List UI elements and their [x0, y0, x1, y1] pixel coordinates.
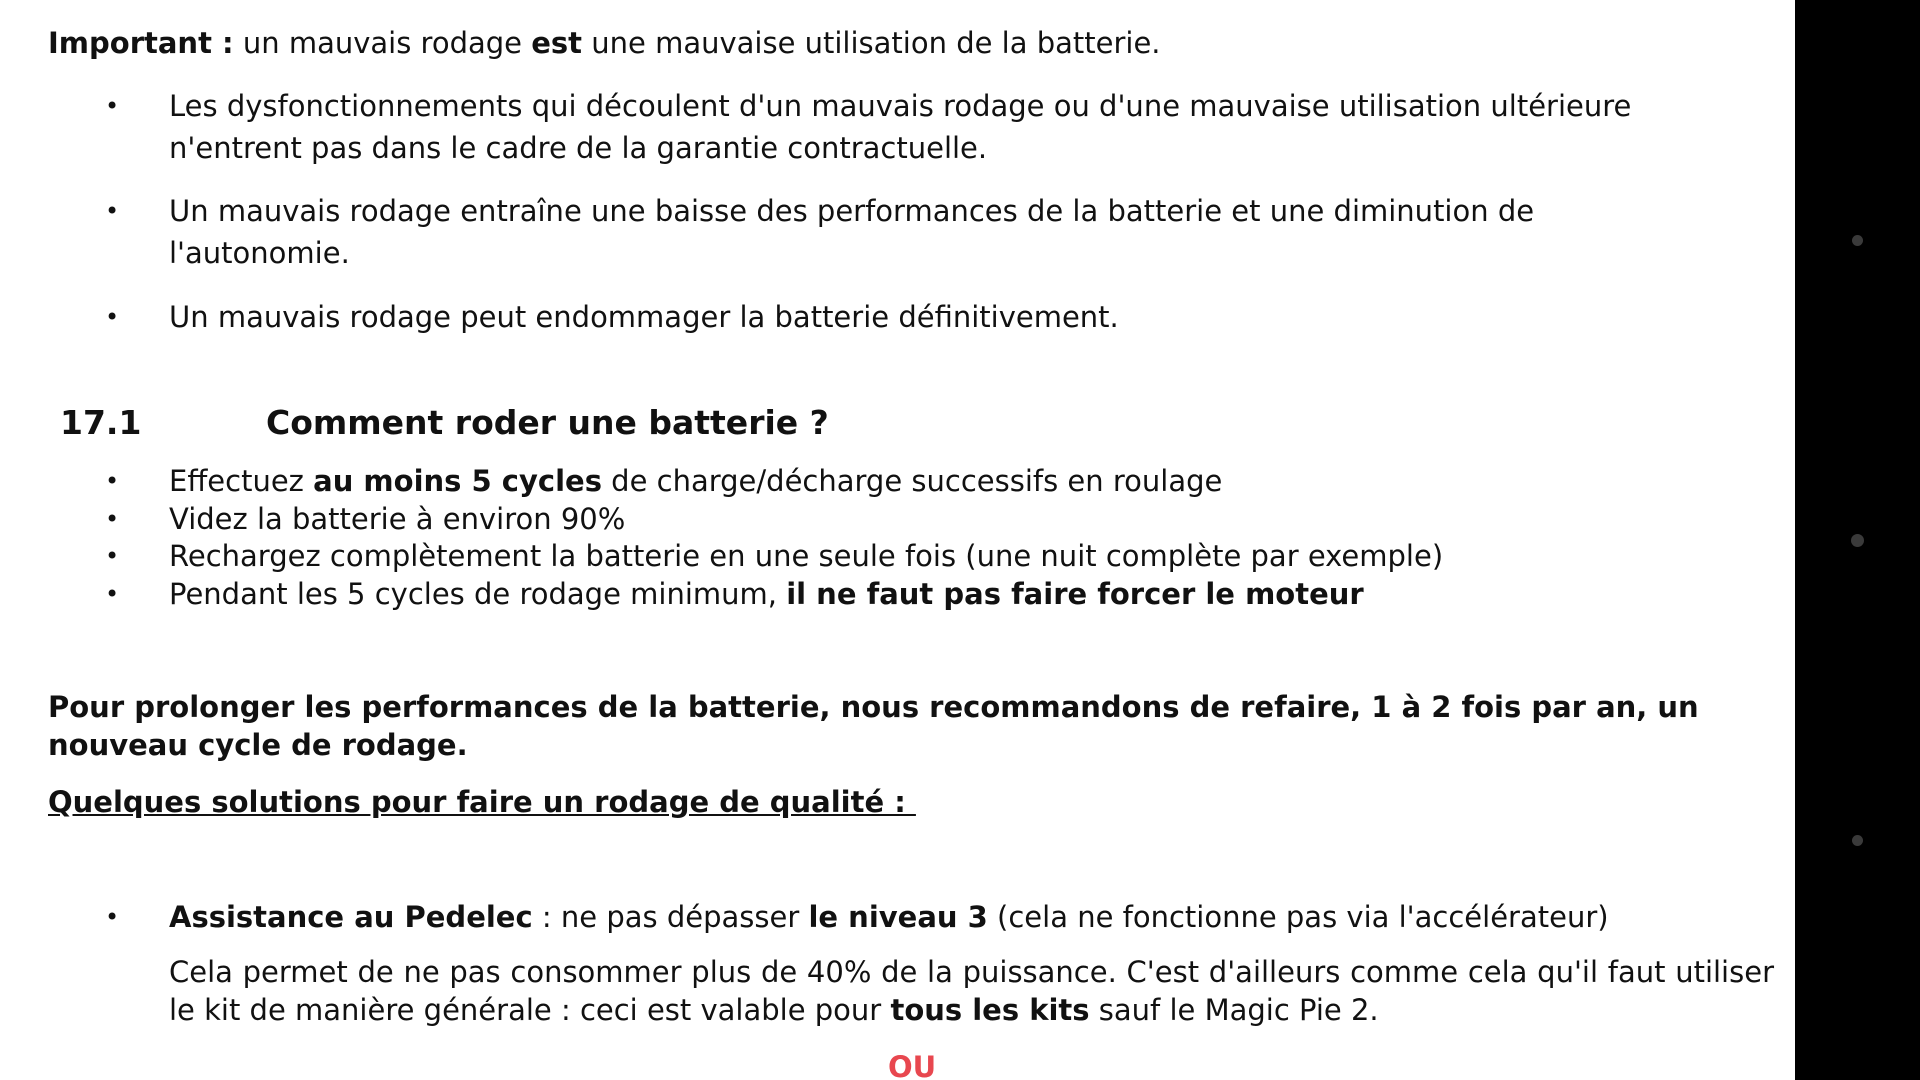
bullet-icon: • [105, 197, 120, 225]
scroll-dot-icon[interactable] [1852, 835, 1863, 846]
scroll-dot-icon[interactable] [1852, 235, 1863, 246]
solution-1-bold-2: le niveau 3 [808, 900, 988, 934]
warning-2-line-2: l'autonomie. [169, 236, 350, 270]
section-title: Comment roder une batterie ? [266, 403, 829, 442]
solution-1-bold-1: Assistance au Pedelec [169, 900, 533, 934]
bullet-icon: • [105, 903, 120, 931]
bullet-icon: • [105, 467, 120, 495]
intro-label: Important : [48, 26, 234, 60]
step-2: Videz la batterie à environ 90% [169, 502, 626, 536]
warning-3-line-1: Un mauvais rodage peut endommager la batterie définitivement. [169, 300, 1119, 334]
solutions-heading: Quelques solutions pour faire un rodage de qualité : [48, 785, 916, 819]
intro-bold: est [531, 26, 583, 60]
solution-1-detail [169, 953, 1774, 1029]
step-1-bold: au moins 5 cycles [313, 464, 602, 498]
step-4-pre: Pendant les 5 cycles de rodage minimum, [169, 577, 787, 611]
bullet-icon: • [105, 303, 120, 331]
step-3: Rechargez complètement la batterie en une seule fois (une nuit complète par exemple) [169, 539, 1444, 573]
intro-text-2: une mauvaise utilisation de la batterie. [582, 26, 1161, 60]
step-4 [169, 573, 1364, 615]
or-separator: OU [888, 1050, 937, 1080]
solution-1-text-1: : ne pas dépasser [532, 900, 809, 934]
recommendation-paragraph: Pour prolonger les performances de la batterie, nous recommandons de refaire, 1 à 2 fois par an, un nouveau cycle de rodage. [48, 690, 1699, 762]
bullet-icon: • [105, 542, 120, 570]
solution-1-detail-pre: Cela permet de ne pas consommer plus de 40% de la puissance. C'est d'ailleurs comme cela qu'il faut utiliser le kit de manière générale : ceci est valable pour [169, 955, 1774, 1027]
solution-1-detail-post: sauf le Magic Pie 2. [1089, 993, 1379, 1027]
intro-text-1: un mauvais rodage [233, 26, 532, 60]
bullet-icon: • [105, 92, 120, 120]
solution-1-line [169, 896, 1609, 938]
intro-paragraph [48, 22, 1161, 64]
solution-1-text-2: (cela ne fonctionne pas via l'accélérateur) [987, 900, 1609, 934]
section-number: 17.1 [60, 403, 142, 442]
step-4-bold: il ne faut pas faire forcer le moteur [786, 577, 1364, 611]
bullet-icon: • [105, 505, 120, 533]
warning-1-line-1: Les dysfonctionnements qui découlent d'un mauvais rodage ou d'une mauvaise utilisation ultérieure [169, 89, 1632, 123]
scroll-dot-icon[interactable] [1851, 534, 1864, 547]
step-1-post: de charge/décharge successifs en roulage [601, 464, 1223, 498]
warning-2-line-1: Un mauvais rodage entraîne une baisse des performances de la batterie et une diminution de [169, 194, 1535, 228]
step-1-pre: Effectuez [169, 464, 314, 498]
warning-1-line-2: n'entrent pas dans le cadre de la garantie contractuelle. [169, 131, 988, 165]
step-1 [169, 460, 1222, 502]
bullet-icon: • [105, 580, 120, 608]
solution-1-detail-bold: tous les kits [890, 993, 1090, 1027]
